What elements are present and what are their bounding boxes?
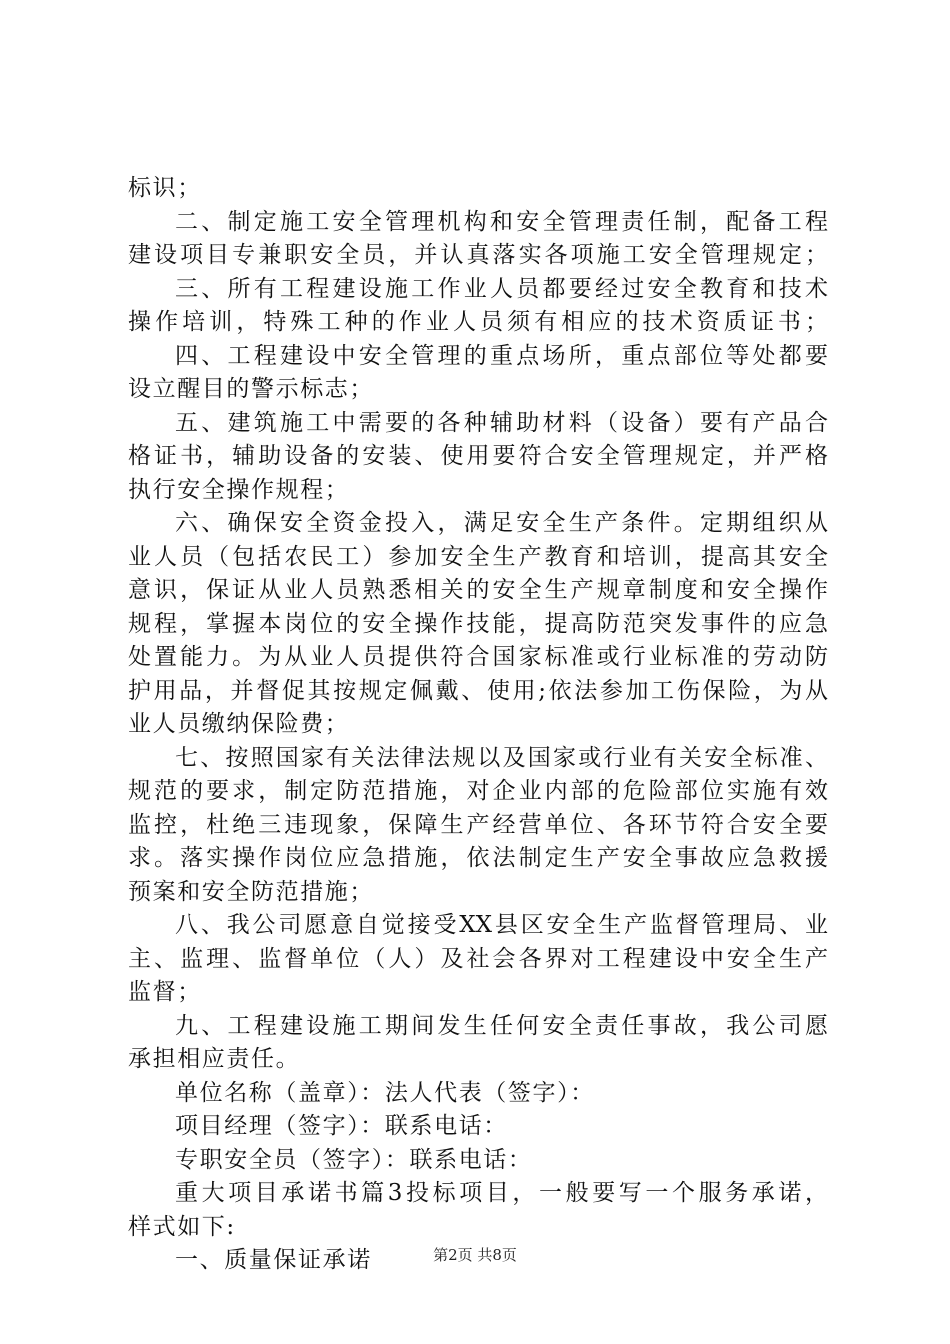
- text-line: 建设项目专兼职安全员，并认真落实各项施工安全管理规定；: [128, 242, 828, 268]
- text-line: 八、我公司愿意自觉接受XX县区安全生产监督管理局、业: [175, 912, 828, 938]
- text-line: 规范的要求，制定防范措施，对企业内部的危险部位实施有效: [128, 778, 828, 804]
- text-line: 设立醒目的警示标志；: [128, 376, 374, 402]
- text-line: 九、工程建设施工期间发生任何安全责任事故，我公司愿: [175, 1012, 828, 1039]
- text-line: 一、质量保证承诺: [175, 1247, 372, 1273]
- text-line: 重大项目承诺书篇3投标项目，一般要写一个服务承诺，: [175, 1180, 828, 1206]
- document-body: [128, 172, 828, 1278]
- text-line: 项目经理（签字）：联系电话：: [175, 1113, 508, 1139]
- text-line: 标识；: [128, 175, 202, 201]
- text-line: 执行安全操作规程；: [128, 476, 350, 503]
- text-line: 护用品，并督促其按规定佩戴、使用;依法参加工伤保险，为从: [128, 677, 828, 704]
- text-line: 规程，掌握本岗位的安全操作技能，提高防范突发事件的应急: [128, 610, 828, 637]
- text-line: 主、监理、监督单位（人）及社会各界对工程建设中安全生产: [128, 945, 828, 972]
- text-line: 样式如下:: [128, 1213, 236, 1240]
- text-line: 监控，杜绝三违现象，保障生产经营单位、各环节符合安全要: [128, 811, 828, 838]
- text-line: 七、按照国家有关法律法规以及国家或行业有关安全标准、: [175, 744, 828, 771]
- text-line: 承担相应责任。: [128, 1046, 301, 1072]
- text-line: 格证书，辅助设备的安装、使用要符合安全管理规定，并严格: [128, 443, 828, 469]
- text-line: 意识，保证从业人员熟悉相关的安全生产规章制度和安全操作: [128, 577, 828, 603]
- text-line: 求。落实操作岗位应急措施，依法制定生产安全事故应急救援: [128, 845, 828, 871]
- text-line: 二、制定施工安全管理机构和安全管理责任制，配备工程: [175, 208, 828, 235]
- text-line: 单位名称（盖章）：法人代表（签字）：: [175, 1079, 595, 1106]
- text-line: 四、工程建设中安全管理的重点场所，重点部位等处都要: [175, 342, 828, 369]
- text-line: 操作培训，特殊工种的作业人员须有相应的技术资质证书；: [128, 309, 828, 335]
- page-footer: 第2页 共8页: [433, 1246, 517, 1264]
- text-line: 业人员缴纳保险费；: [128, 711, 350, 737]
- text-line: 专职安全员（签字）：联系电话：: [175, 1146, 533, 1173]
- text-line: 监督；: [128, 979, 202, 1005]
- text-line: 六、确保安全资金投入，满足安全生产条件。定期组织从: [175, 510, 828, 536]
- text-line: 五、建筑施工中需要的各种辅助材料（设备）要有产品合: [175, 409, 828, 436]
- text-line: 三、所有工程建设施工作业人员都要经过安全教育和技术: [175, 275, 828, 302]
- text-line: 处置能力。为从业人员提供符合国家标准或行业标准的劳动防: [128, 644, 828, 670]
- text-line: 预案和安全防范措施；: [128, 878, 374, 905]
- text-line: 业人员（包括农民工）参加安全生产教育和培训，提高其安全: [128, 543, 828, 570]
